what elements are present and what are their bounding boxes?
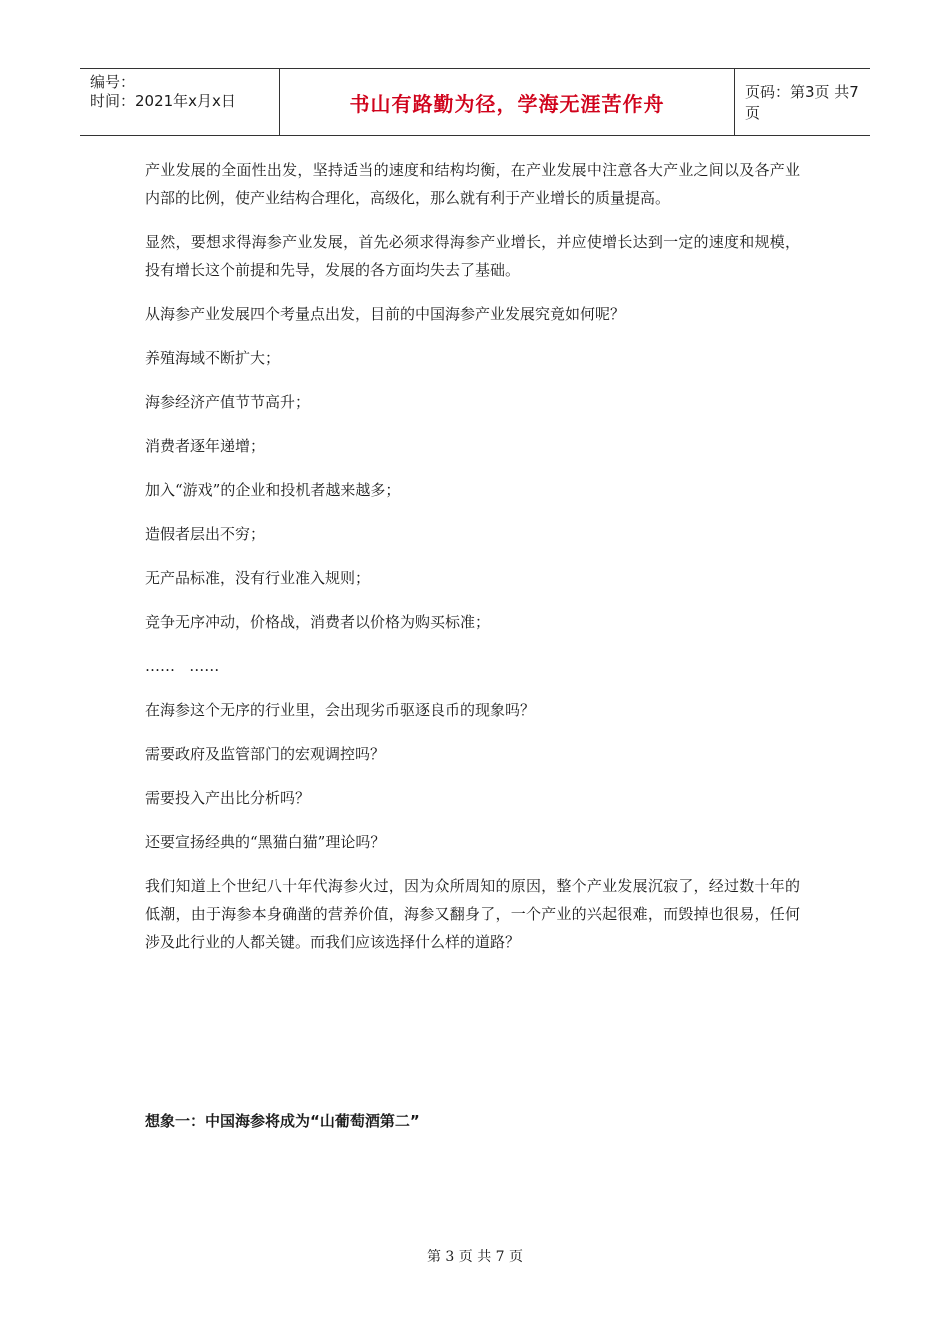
- page-footer: 第 3 页 共 7 页: [426, 1249, 524, 1265]
- list-item: 海参经济产值节节高升；: [145, 393, 311, 411]
- paragraph: 显然，要想求得海参产业发展，首先必须求得海参产业增长，并应使增长达到一定的速度和规模，投有增长这个前提和先导，发展的各方面均失去了基础。: [145, 233, 800, 279]
- header-page-info: [735, 69, 870, 135]
- motto-text: 书山有路勤为径，学海无涯苦作舟: [349, 91, 665, 116]
- paragraph: 我们知道上个世纪八十年代海参火过，因为众所周知的原因，整个产业发展沉寂了，经过数十年的低潮，由于海参本身确凿的营养价值，海参又翻身了，一个产业的兴起很难，而毁掉也很易，任何涉及此行业的人都关键。而我们应该选择什么样的道路？: [145, 877, 800, 951]
- section-heading: 想象一：中国海参将成为“山葡萄酒第二”: [145, 1112, 420, 1130]
- page-header: [80, 68, 870, 136]
- list-item: 竞争无序冲动，价格战，消费者以价格为购买标准；: [145, 613, 491, 631]
- question: 需要政府及监管部门的宏观调控吗？: [145, 745, 386, 763]
- list-item: 造假者层出不穷；: [145, 525, 266, 543]
- page-info-text: 页码：第3页 共7页: [745, 83, 859, 122]
- paragraph: 从海参产业发展四个考量点出发，目前的中国海参产业发展究竟如何呢？: [145, 305, 626, 323]
- number-label: 编号：: [90, 73, 136, 91]
- header-motto-cell: [280, 69, 735, 135]
- time-label: 时间：2021年x月x日: [90, 92, 236, 110]
- list-item: 加入“游戏”的企业和投机者越来越多；: [145, 481, 401, 499]
- list-item: 无产品标准，没有行业准入规则；: [145, 569, 371, 587]
- list-item: 养殖海域不断扩大；: [145, 349, 281, 367]
- header-meta: [80, 69, 280, 135]
- question: 在海参这个无序的行业里，会出现劣币驱逐良币的现象吗？: [145, 701, 536, 719]
- paragraph: 产业发展的全面性出发，坚持适当的速度和结构均衡，在产业发展中注意各大产业之间以及各产业内部的比例，使产业结构合理化，高级化，那么就有利于产业增长的质量提高。: [145, 161, 800, 207]
- ellipsis-line: …… ……: [145, 657, 220, 675]
- list-item: 消费者逐年递增；: [145, 437, 266, 455]
- question: 需要投入产出比分析吗？: [145, 789, 311, 807]
- document-body: [145, 156, 800, 956]
- question: 还要宣扬经典的“黑猫白猫”理论吗？: [145, 833, 386, 851]
